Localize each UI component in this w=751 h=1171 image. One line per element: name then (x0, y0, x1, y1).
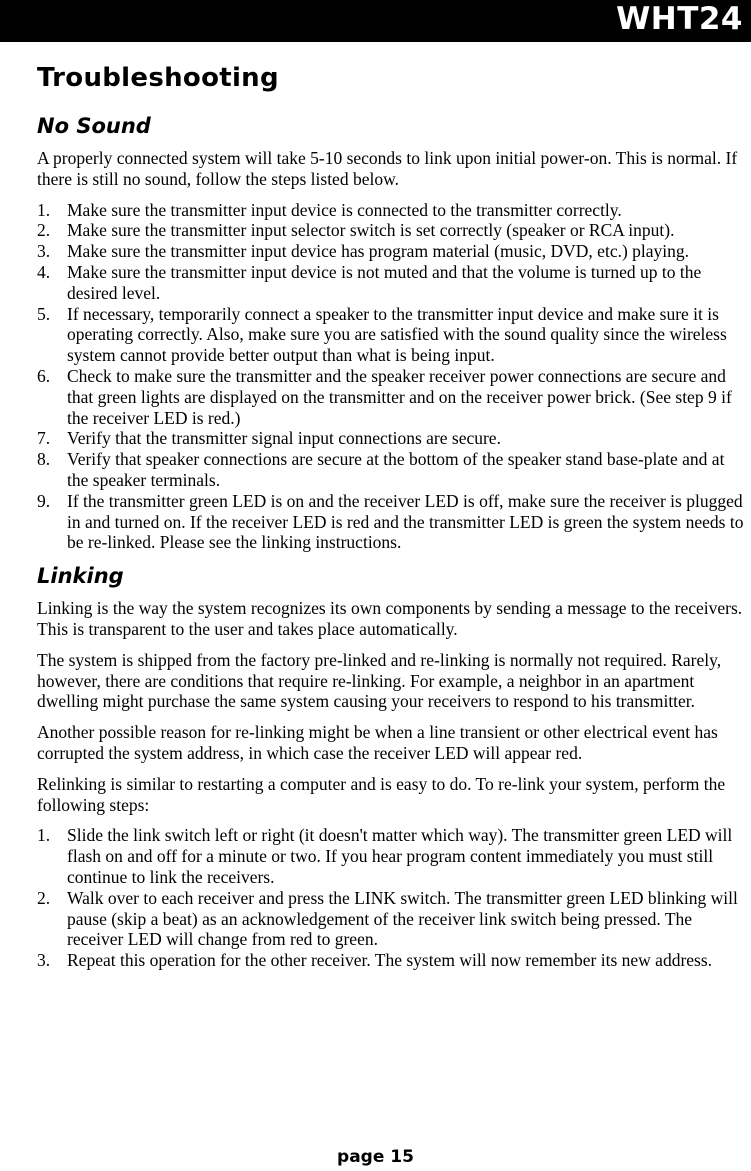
step-number: 3. (37, 950, 51, 971)
step-number: 2. (37, 887, 51, 908)
step-text: Walk over to each receiver and press the LINK switch. The transmitter green LED blinking will pause (skip a beat) as an acknowledgement of the receiver link switch being pressed. The receiver LED will change from red to green. (67, 887, 738, 950)
linking-paragraph: The system is shipped from the factory pre-linked and re-linking is normally not required. Rarely, however, there are conditions that require re-linking. For example, a neighbor in an apartment dwelling might purchase the same system causing your receivers to respond to his transmitter. (37, 649, 722, 712)
header-bar (0, 0, 751, 42)
list-item (37, 304, 746, 366)
step-text: Repeat this operation for the other receiver. The system will now remember its new address. (67, 950, 713, 971)
step-text: Make sure the transmitter input device is not muted and that the volume is turned up to the desired level. (67, 261, 702, 303)
step-text: Slide the link switch left or right (it doesn't matter which way). The transmitter green LED will flash on and off for a minute or two. If you hear program content immediately you must still continue to link the receivers. (67, 825, 733, 887)
linking-paragraph: Relinking is similar to restarting a computer and is easy to do. To re-link your system, perform the following steps: (37, 773, 726, 815)
no-sound-heading: No Sound (37, 114, 151, 138)
step-number: 5. (37, 303, 51, 324)
list-item (37, 241, 746, 262)
step-number: 2. (37, 220, 51, 241)
step-text: Make sure the transmitter input device has program material (music, DVD, etc.) playing. (67, 241, 690, 262)
step-number: 1. (37, 825, 51, 846)
list-item (37, 262, 746, 304)
step-number: 1. (37, 199, 51, 220)
list-item (37, 428, 746, 449)
step-text: Verify that speaker connections are secure at the bottom of the speaker stand base-plate and at the speaker terminals. (67, 449, 725, 490)
page-title: Troubleshooting (37, 63, 279, 93)
step-number: 4. (37, 261, 51, 282)
list-item (37, 825, 746, 887)
step-number: 9. (37, 490, 51, 511)
step-number: 7. (37, 428, 51, 449)
list-item (37, 449, 746, 491)
step-text: Verify that the transmitter signal input connections are secure. (67, 428, 501, 449)
step-number: 3. (37, 241, 51, 262)
list-item (37, 366, 746, 428)
no-sound-steps (37, 200, 746, 554)
list-item (37, 200, 746, 221)
model-name: WHT24 (616, 1, 743, 37)
list-item (37, 888, 746, 950)
step-text: If the transmitter green LED is on and the receiver LED is off, make sure the receiver is plugged in and turned on. If the receiver LED is red and the transmitter LED is green the system needs to be re-linked. Please see the linking instructions. (67, 490, 744, 553)
step-text: Make sure the transmitter input selector switch is set correctly (speaker or RCA input). (67, 220, 675, 241)
linking-paragraph: Linking is the way the system recognizes its own components by sending a message to the receivers. This is transparent to the user and takes place automatically. (37, 598, 743, 639)
list-item (37, 950, 746, 971)
page-content (37, 58, 746, 971)
linking-heading: Linking (37, 564, 124, 589)
list-item (37, 491, 746, 553)
step-number: 6. (37, 365, 51, 386)
step-text: If necessary, temporarily connect a speaker to the transmitter input device and make sure it is operating correctly. Also, make sure you are satisfied with the sound quality since the wireless system cannot provide better output than what is being input. (67, 303, 727, 366)
step-number: 8. (37, 449, 51, 470)
step-text: Make sure the transmitter input device is connected to the transmitter correctly. (67, 199, 622, 220)
no-sound-intro: A properly connected system will take 5-10 seconds to link upon initial power-on. This is normal. If there is still no sound, follow the steps listed below. (37, 148, 738, 189)
list-item (37, 220, 746, 241)
linking-paragraph: Another possible reason for re-linking might be when a line transient or other electrical event has corrupted the system address, in which case the receiver LED will appear red. (37, 722, 718, 763)
page-number: page 15 (337, 1147, 414, 1167)
step-text: Check to make sure the transmitter and the speaker receiver power connections are secure and that green lights are displayed on the transmitter and on the receiver power brick. (See step 9 if the receiver LED is red.) (67, 365, 732, 428)
linking-steps (37, 825, 746, 971)
